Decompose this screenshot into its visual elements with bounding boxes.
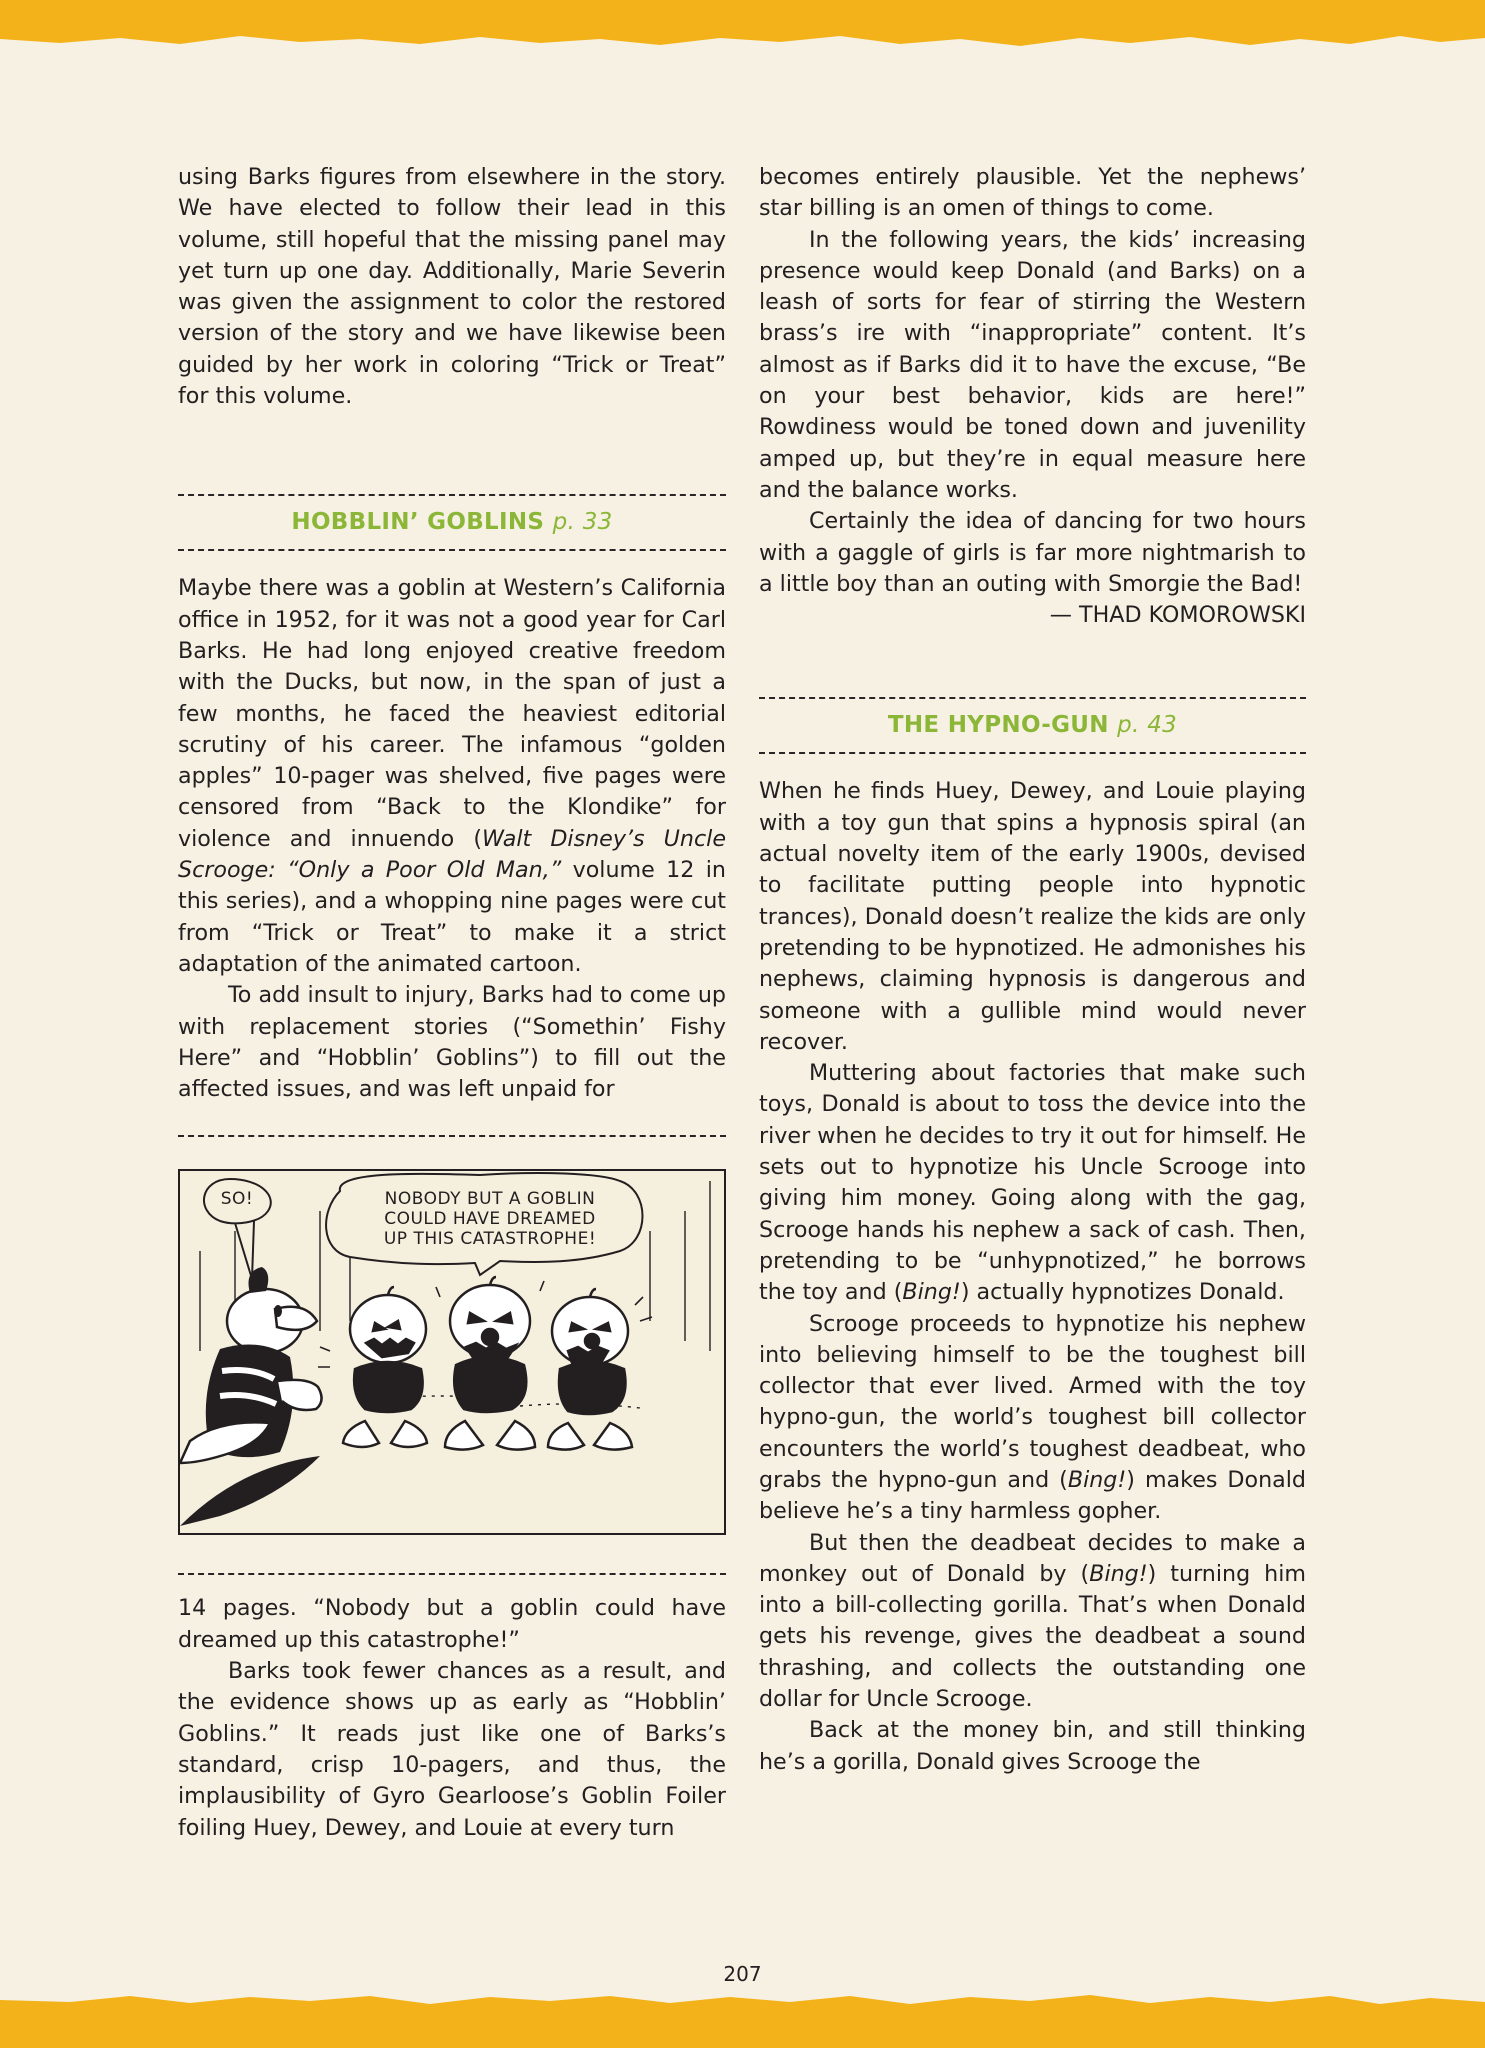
speech-text-goblin: NOBODY BUT A GOBLIN COULD HAVE DREAMED UP THIS CATASTROPHE!	[383, 1189, 597, 1250]
left-column	[178, 162, 726, 1844]
paragraph: Scrooge proceeds to hypnotize his nephew into believing himself to be the toughest bill collector that ever lived. Armed with the toy hypno-gun, the world’s toughest bill collector encounters the world’s toughest deadbeat, who grabs the hypno-gun and (Bing!) makes Donald believe he’s a tiny harmless gopher.	[759, 1310, 1306, 1525]
intro-paragraph: using Barks figures from elsewhere in the story. We have elected to follow their lead in this volume, still hopeful that the missing panel may yet turn up one day. Additionally, Marie Severin was given the assignment to color the restored version of the story and we have likewise been guided by her work in coloring “Trick or Treat” for this volume.	[178, 164, 726, 410]
top-band-rough-edge	[0, 30, 1485, 54]
section-page-ref: p. 33	[552, 509, 613, 536]
panel-rule-bottom	[178, 1573, 726, 1575]
paragraph: Certainly the idea of dancing for two hours with a gaggle of girls is far more nightmarish to a little boy than an outing with Smorgie the Bad!	[759, 508, 1306, 597]
pumpkin-head-nephews	[343, 1277, 632, 1450]
section-rule-bottom	[178, 549, 726, 551]
section-rule-top	[759, 697, 1306, 699]
right-column	[759, 162, 1306, 1778]
section-heading-hobblin-goblins	[178, 507, 726, 538]
comic-panel	[178, 1169, 726, 1535]
speech-text-so: SO!	[220, 1189, 254, 1210]
paragraph: Barks took fewer chances as a result, and the evidence shows up as early as “Hobblin’ Goblins.” It reads just like one of Barks’s standard, crisp 10-pagers, and thus, the implausibility of Gyro Gearloose’s Goblin Foiler foiling Huey, Dewey, and Louie at every turn	[178, 1658, 726, 1841]
section-rule-top	[178, 494, 726, 496]
paragraph: 14 pages. “Nobody but a goblin could have dreamed up this catastrophe!”	[178, 1595, 726, 1653]
bottom-color-band	[0, 2008, 1485, 2048]
section-title: THE HYPNO-GUN	[887, 712, 1109, 739]
donald-duck-figure	[180, 1267, 322, 1526]
author-signature: — THAD KOMOROWSKI	[1049, 602, 1306, 629]
section-title: HOBBLIN’ GOBLINS	[291, 509, 545, 536]
paragraph: To add insult to injury, Barks had to come up with replacement stories (“Somethin’ Fishy Here” and “Hobblin’ Goblins”) to fill out the affected issues, and was left unpaid for	[178, 982, 726, 1103]
paragraph: becomes entirely plausible. Yet the nephews’ star billing is an omen of things to come.	[759, 164, 1306, 222]
panel-rule-top	[178, 1135, 726, 1137]
page-number: 207	[723, 1962, 762, 1986]
paragraph: Muttering about factories that make such toys, Donald is about to toss the device into the river when he decides to try it out for himself. He sets out to hypnotize his Uncle Scrooge into giving him money. Going along with the gag, Scrooge hands his nephew a sack of cash. Then, pretending to be “unhypnotized,” he borrows the toy and (Bing!) actually hypnotizes Donald.	[759, 1060, 1306, 1306]
paragraph: In the following years, the kids’ increasing presence would keep Donald (and Barks) on a leash of sorts for fear of stirring the Western brass’s ire with “inappropriate” content. It’s almost as if Barks did it to have the excuse, “Be on your best behavior, kids are here!” Rowdiness would be toned down and juvenility amped up, but they’re in equal measure here and the balance works.	[759, 226, 1306, 503]
section-page-ref: p. 43	[1117, 712, 1178, 739]
paragraph: Maybe there was a goblin at Western’s California office in 1952, for it was not a good year for Carl Barks. He had long enjoyed creative freedom with the Ducks, but now, in the span of just a few months, he faced the heaviest editorial scrutiny of his career. The infamous “golden apples” 10-pager was shelved, five pages were censored from “Back to the Klondike” for violence and innuendo (Walt Disney’s Uncle Scrooge: “Only a Poor Old Man,” volume 12 in this series), and a whopping nine pages were cut from “Trick or Treat” to make it a strict adaptation of the animated cartoon.	[178, 575, 726, 977]
bottom-band-rough-edge	[0, 1988, 1485, 2012]
section-rule-bottom	[759, 752, 1306, 754]
paragraph: Back at the money bin, and still thinking he’s a gorilla, Donald gives Scrooge the	[759, 1717, 1306, 1775]
top-color-band	[0, 0, 1485, 36]
paragraph: When he finds Huey, Dewey, and Louie playing with a toy gun that spins a hypnosis spiral (an actual novelty item of the early 1900s, devised to facilitate putting people into hypnotic trances), Donald doesn’t realize the kids are only pretending to be hypnotized. He admonishes his nephews, claiming hypnosis is dangerous and someone with a gullible mind would never recover.	[759, 778, 1306, 1055]
paragraph: But then the deadbeat decides to make a monkey out of Donald by (Bing!) turning him into a bill-collecting gorilla. That’s when Donald gets his revenge, gives the deadbeat a sound thrashing, and collects the outstanding one dollar for Uncle Scrooge.	[759, 1529, 1307, 1713]
section-heading-hypno-gun	[759, 710, 1306, 741]
